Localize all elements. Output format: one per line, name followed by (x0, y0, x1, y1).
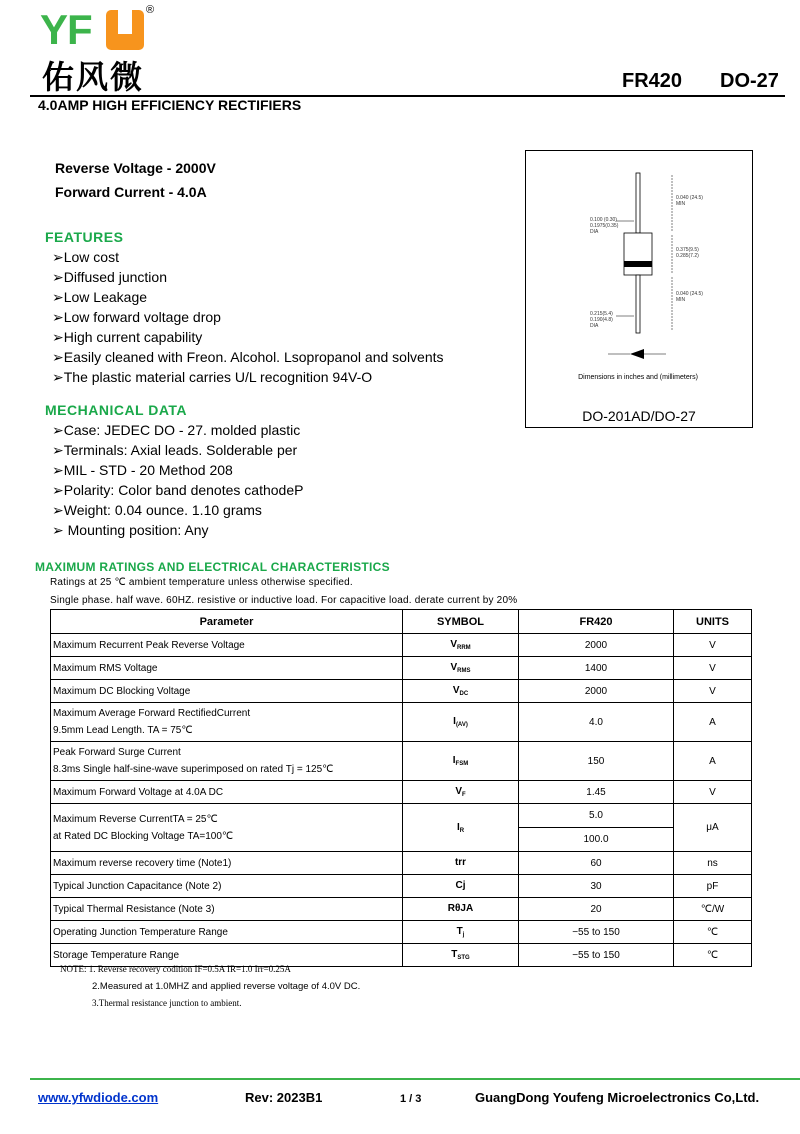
features-heading: FEATURES (45, 229, 124, 245)
mechanical-data-heading: MECHANICAL DATA (45, 402, 188, 418)
symbol-cell: trr (403, 852, 519, 875)
symbol-cell: $V_{DC}$ (403, 680, 519, 703)
list-item: ➢Diffused junction (52, 269, 167, 285)
note-1: NOTE: 1. Reverse recovery codition IF=0.5A IR=1.0 Irr=0.25A (60, 964, 291, 974)
dim-label: 0.040 (24.5) MIN (676, 291, 703, 303)
list-item: ➢Low cost (52, 249, 119, 265)
value-cell: 2000 (519, 634, 674, 657)
symbol-cell: $I_{FSM}$ (403, 742, 519, 781)
company-logo (40, 4, 160, 95)
parameter-cell: Maximum reverse recovery time (Note1) (51, 852, 403, 875)
value-cell: 2000 (519, 680, 674, 703)
note-2: 2.Measured at 1.0MHZ and applied reverse voltage of 4.0V DC. (92, 981, 361, 992)
unit-cell: V (674, 781, 752, 804)
list-item: ➢Low Leakage (52, 289, 148, 305)
diode-body (624, 233, 652, 275)
unit-cell: V (674, 657, 752, 680)
symbol-cell: $V_{RRM}$ (403, 634, 519, 657)
table-row (51, 781, 752, 804)
company-name: GuangDong Youfeng Microelectronics Co,Ltd. (475, 1090, 760, 1105)
unit-cell: V (674, 634, 752, 657)
list-item: ➢Terminals: Axial leads. Solderable per (52, 442, 298, 458)
lead-top (636, 173, 640, 233)
unit-cell: ℃ (674, 944, 752, 967)
list-item: ➢MIL - STD - 20 Method 208 (52, 462, 233, 478)
unit-cell: A (674, 742, 752, 781)
part-number: FR420 (622, 70, 683, 92)
package-label: DO-201AD/DO-27 (582, 408, 696, 424)
package-name: DO-27 (720, 70, 779, 92)
list-item: ➢The plastic material carries U/L recognition 94V-O (52, 369, 373, 385)
dim-label: 0.375(9.5) 0.285(7.2) (676, 247, 699, 259)
cathode-band (624, 261, 652, 267)
parameter-cell: Operating Junction Temperature Range (51, 921, 403, 944)
unit-cell: ns (674, 852, 752, 875)
polarity-arrow (630, 349, 644, 359)
table-header-row (51, 610, 752, 634)
dim-label: 0.100 (0.30) 0.1975(0.35) DIA (590, 217, 619, 235)
symbol-cell: $T_j$ (403, 921, 519, 944)
forward-current-spec: Forward Current - 4.0A (55, 184, 207, 200)
value-cell: 30 (519, 875, 674, 898)
table-row (51, 657, 752, 680)
value-cell: −55 to 150 (519, 944, 674, 967)
drawing-caption: Dimensions in inches and (millimeters) (578, 374, 698, 381)
value-cell: 1400 (519, 657, 674, 680)
note-3: 3.Thermal resistance junction to ambient. (92, 998, 242, 1008)
footer-divider (30, 1078, 800, 1080)
logo-text: YF (40, 6, 92, 53)
value-cell: 5.0 (519, 804, 674, 828)
parameter-cell: Maximum Average Forward RectifiedCurrent 9.5mm Lead Length. TA = 75℃ (51, 703, 403, 742)
column-header: Parameter (51, 610, 403, 634)
parameter-cell: Storage Temperature Range (51, 944, 403, 967)
parameter-cell: Typical Thermal Resistance (Note 3) (51, 898, 403, 921)
lead-bottom (636, 275, 640, 333)
ratings-load-note: Single phase. half wave. 60HZ. resistive or inductive load. For capacitive load. derate current by 20% (50, 595, 518, 606)
revision: Rev: 2023B1 (245, 1090, 323, 1105)
table-row (51, 804, 752, 828)
parameter-cell: Maximum Forward Voltage at 4.0A DC (51, 781, 403, 804)
value-cell: 4.0 (519, 703, 674, 742)
unit-cell: ℃ (674, 921, 752, 944)
parameter-cell: Maximum DC Blocking Voltage (51, 680, 403, 703)
table-row (51, 634, 752, 657)
registered-mark: ® (146, 4, 155, 16)
table-row (51, 703, 752, 742)
list-item: ➢Polarity: Color band denotes cathodeP (52, 482, 304, 498)
table-row (51, 921, 752, 944)
value-cell: 150 (519, 742, 674, 781)
symbol-cell: $I_R$ (403, 804, 519, 852)
unit-cell: A (674, 703, 752, 742)
document-title: 4.0AMP HIGH EFFICIENCY RECTIFIERS (38, 97, 302, 113)
ratings-table (50, 609, 752, 967)
list-item: ➢Low forward voltage drop (52, 309, 221, 325)
ratings-condition-note: Ratings at 25 ℃ ambient temperature unless otherwise specified. (50, 577, 353, 588)
parameter-cell: Maximum Reverse CurrentTA = 25℃ at Rated DC Blocking Voltage TA=100℃ (51, 804, 403, 852)
table-row (51, 875, 752, 898)
parameter-cell: Peak Forward Surge Current 8.3ms Single half-sine-wave superimposed on rated Tj = 125℃ (51, 742, 403, 781)
unit-cell: ℃/W (674, 898, 752, 921)
column-header: SYMBOL (403, 610, 519, 634)
table-body (51, 634, 752, 967)
page-number: 1 / 3 (400, 1093, 422, 1105)
column-header: FR420 (519, 610, 674, 634)
package-outline-drawing (526, 151, 752, 427)
website-link[interactable]: www.yfwdiode.com (38, 1090, 159, 1105)
value-cell: 100.0 (519, 828, 674, 852)
symbol-cell: RθJA (403, 898, 519, 921)
symbol-cell: $V_F$ (403, 781, 519, 804)
parameter-cell: Typical Junction Capacitance (Note 2) (51, 875, 403, 898)
table-row (51, 898, 752, 921)
logo-chinese-name: 佑风微 (42, 59, 145, 95)
unit-cell: pF (674, 875, 752, 898)
parameter-cell: Maximum RMS Voltage (51, 657, 403, 680)
list-item: ➢Case: JEDEC DO - 27. molded plastic (52, 422, 301, 438)
list-item: ➢Easily cleaned with Freon. Alcohol. Lsopropanol and solvents (52, 349, 444, 365)
value-cell: 20 (519, 898, 674, 921)
dim-label: 0.040 (24.5) MIN (676, 195, 703, 207)
symbol-cell: $V_{RMS}$ (403, 657, 519, 680)
reverse-voltage-spec: Reverse Voltage - 2000V (55, 160, 216, 176)
list-item: ➢ Mounting position: Any (52, 522, 209, 538)
list-item: ➢High current capability (52, 329, 203, 345)
column-header: UNITS (674, 610, 752, 634)
symbol-cell: $T_{STG}$ (403, 944, 519, 967)
features-list (52, 247, 444, 387)
logo-w-mark-cutout (118, 10, 132, 34)
table-row (51, 680, 752, 703)
value-cell: 1.45 (519, 781, 674, 804)
table-row (51, 852, 752, 875)
symbol-cell: Cj (403, 875, 519, 898)
parameter-cell: Maximum Recurrent Peak Reverse Voltage (51, 634, 403, 657)
unit-cell: μA (674, 804, 752, 852)
package-drawing-box (525, 150, 753, 428)
value-cell: 60 (519, 852, 674, 875)
unit-cell: V (674, 680, 752, 703)
ratings-heading: MAXIMUM RATINGS AND ELECTRICAL CHARACTERISTICS (35, 560, 390, 574)
dim-label: 0.215(5.4) 0.190(4.8) DIA (590, 311, 613, 329)
table-row (51, 742, 752, 781)
symbol-cell: $I_{(AV)}$ (403, 703, 519, 742)
mechanical-data-list (52, 420, 303, 540)
list-item: ➢Weight: 0.04 ounce. 1.10 grams (52, 502, 262, 518)
value-cell: −55 to 150 (519, 921, 674, 944)
